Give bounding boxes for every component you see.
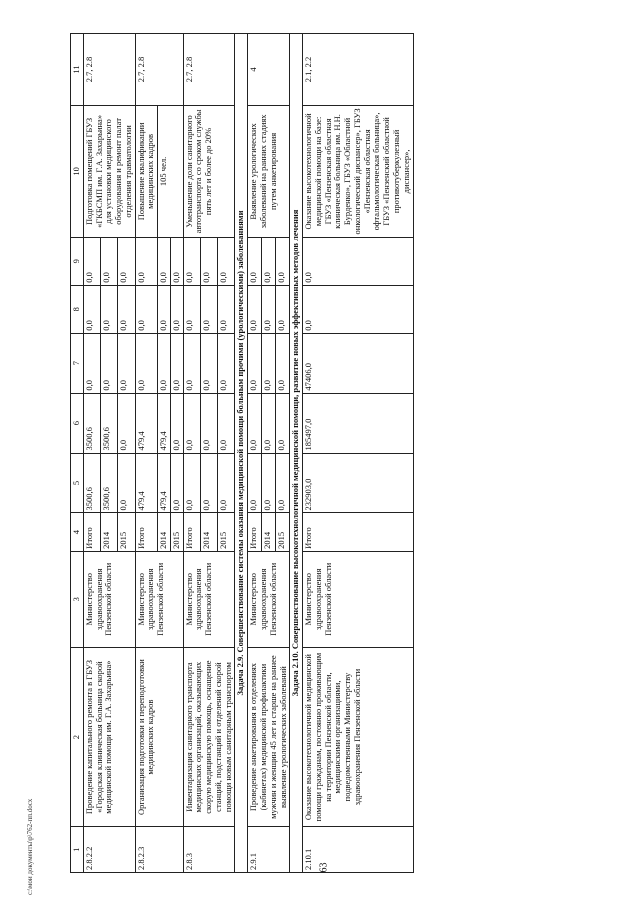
value-cell: 0,0	[101, 237, 118, 285]
value-cell: 479,4	[158, 393, 171, 453]
activity-name: Проведение анкетирования в отделениях (кабинетах) медицинской профилактики мужчин и женщин 45 лет и старше на раннее выявление урологических заболеваний	[248, 647, 290, 827]
value-cell: 0,0	[170, 333, 183, 393]
year-cell: Итого	[248, 513, 262, 551]
header-cell: 3	[71, 551, 84, 647]
task-heading: Задача 2.10. Совершенствование высокотехнологичной медицинской помощи, развитие новых эффективных методов лечения	[290, 34, 303, 873]
value-cell: 479,4	[135, 453, 158, 513]
year-cell: 2015	[276, 513, 290, 551]
value-cell: 0,0	[262, 393, 276, 453]
value-cell: 0,0	[183, 393, 200, 453]
value-cell: 0,0	[101, 333, 118, 393]
indicator-ref: 2.7, 2.8	[183, 34, 235, 106]
year-cell: 2015	[218, 513, 235, 551]
value-cell: 0,0	[118, 453, 135, 513]
value-cell: 0,0	[200, 453, 217, 513]
value-cell: 0,0	[118, 333, 135, 393]
value-cell: 0,0	[276, 393, 290, 453]
value-cell: 0,0	[276, 237, 290, 285]
value-cell: 0,0	[303, 285, 413, 333]
value-cell: 0,0	[248, 453, 262, 513]
value-cell: 0,0	[218, 393, 235, 453]
value-cell: 0,0	[200, 333, 217, 393]
year-cell: 2015	[118, 513, 135, 551]
table-row	[303, 34, 413, 873]
table-row	[83, 34, 100, 873]
value-cell: 0,0	[183, 237, 200, 285]
footer-file-path: c:\мои документы\р\762-пп.docx	[26, 798, 34, 895]
value-cell: 0,0	[118, 237, 135, 285]
task-heading-row	[235, 34, 248, 873]
table-row	[183, 34, 200, 873]
value-cell: 0,0	[158, 237, 171, 285]
executor: Министерство здравоохранения Пензенской области	[135, 551, 183, 647]
value-cell: 0,0	[218, 285, 235, 333]
expected-result: Подготовка помещений ГБУЗ «ГКБСМП им. Г.А. Захарьина» для установки медицинского оборудования и ремонт палат отделения травматологии	[83, 106, 135, 238]
value-cell: 479,4	[135, 393, 158, 453]
header-cell: 6	[71, 393, 84, 453]
expected-result: Выявление урологических заболеваний на ранних стадиях путем анкетирования	[248, 106, 290, 238]
value-cell: 0,0	[262, 285, 276, 333]
header-cell: 8	[71, 285, 84, 333]
header-row	[71, 34, 84, 873]
value-cell: 0,0	[170, 393, 183, 453]
row-code: 2.8.3	[183, 827, 235, 873]
value-cell: 0,0	[118, 393, 135, 453]
expected-result: Повышение квалификации медицинских кадров	[135, 106, 158, 238]
year-cell: Итого	[83, 513, 100, 551]
activity-name: Оказание высокотехнологичной медицинской помощи гражданам, постоянно проживающим на территории Пензенской области, медицинскими организациями, подведомственными Министерству здравоохранения Пензенской области	[303, 647, 413, 827]
value-cell: 0,0	[276, 285, 290, 333]
task-heading-row	[290, 34, 303, 873]
rotated-page-content	[70, 33, 605, 873]
value-cell: 0,0	[183, 453, 200, 513]
executor: Министерство здравоохранения Пензенской области	[248, 551, 290, 647]
row-code: 2.9.1	[248, 827, 290, 873]
year-cell: Итого	[183, 513, 200, 551]
header-cell: 1	[71, 827, 84, 873]
value-cell: 3500,6	[101, 393, 118, 453]
activity-name: Организация подготовки и переподготовки медицинских кадров	[135, 647, 183, 827]
indicator-ref: 2.7, 2.8	[83, 34, 135, 106]
expected-result: Уменьшение доли санитарного автотранспорта со сроком службы пять лет и более до 20%	[183, 106, 235, 238]
value-cell: 232903,0	[303, 453, 413, 513]
table-row	[248, 34, 262, 873]
year-cell: 2014	[101, 513, 118, 551]
year-cell: Итого	[135, 513, 158, 551]
value-cell: 0,0	[158, 333, 171, 393]
year-cell: 2015	[170, 513, 183, 551]
value-cell: 0,0	[218, 237, 235, 285]
value-cell: 0,0	[276, 453, 290, 513]
value-cell: 0,0	[135, 333, 158, 393]
value-cell: 0,0	[218, 453, 235, 513]
value-cell: 0,0	[83, 333, 100, 393]
value-cell: 0,0	[262, 453, 276, 513]
value-cell: 0,0	[248, 393, 262, 453]
header-cell: 11	[71, 34, 84, 106]
value-cell: 0,0	[248, 333, 262, 393]
value-cell: 3500,6	[83, 453, 100, 513]
value-cell: 0,0	[248, 237, 262, 285]
row-code: 2.8.2.3	[135, 827, 183, 873]
year-cell: 2014	[158, 513, 171, 551]
value-cell: 0,0	[170, 285, 183, 333]
activity-name: Инвентаризация санитарного транспорта медицинских организаций, оказывающих скорую медицинскую помощь, оснащение станций, подстанций и отделений скорой помощи новым санитарным транспортом	[183, 647, 235, 827]
indicator-ref: 2.7, 2.8	[135, 34, 183, 106]
indicator-ref: 2.1, 2.2	[303, 34, 413, 106]
header-cell: 10	[71, 106, 84, 238]
value-cell: 0,0	[303, 237, 413, 285]
value-cell: 3500,6	[101, 453, 118, 513]
executor: Министерство здравоохранения Пензенской области	[183, 551, 235, 647]
value-cell: 0,0	[101, 285, 118, 333]
expected-result-count: 105 чел.	[158, 106, 184, 238]
row-code: 2.8.2.2	[83, 827, 135, 873]
year-cell: 2014	[262, 513, 276, 551]
value-cell: 0,0	[83, 285, 100, 333]
value-cell: 0,0	[183, 285, 200, 333]
value-cell: 0,0	[118, 285, 135, 333]
header-cell: 4	[71, 513, 84, 551]
header-cell: 9	[71, 237, 84, 285]
header-cell: 7	[71, 333, 84, 393]
year-cell: 2014	[200, 513, 217, 551]
header-cell: 2	[71, 647, 84, 827]
value-cell: 0,0	[200, 237, 217, 285]
value-cell: 0,0	[262, 237, 276, 285]
expected-result: Оказание высокотехнологичной медицинской помощи на базе: ГБУЗ «Пензенская областная клиническая больница им. Н.Н. Бурденко», ГБУЗ «Областной онкологический диспансер», ГБУЗ «Пензенская областная офтальмологическая больница», ГБУЗ «Пензенский областной противотуберкулезный диспансер»,	[303, 106, 413, 238]
value-cell: 0,0	[170, 453, 183, 513]
year-cell: Итого	[303, 513, 413, 551]
value-cell: 0,0	[200, 285, 217, 333]
value-cell: 185497,0	[303, 393, 413, 453]
value-cell: 0,0	[218, 333, 235, 393]
executor: Министерство здравоохранения Пензенской области	[83, 551, 135, 647]
program-activities-table	[70, 33, 414, 873]
table-row	[135, 34, 158, 873]
activity-name: Проведение капитального ремонта в ГБУЗ «Городская клиническая больница скорой медицинской помощи им. Г.А. Захарьина»	[83, 647, 135, 827]
value-cell: 479,4	[158, 453, 171, 513]
executor: Министерство здравоохранения Пензенской области	[303, 551, 413, 647]
task-heading: Задача 2.9. Совершенствование системы оказания медицинской помощи больным прочими (урологическими) заболеваниями	[235, 34, 248, 873]
value-cell: 47406,0	[303, 333, 413, 393]
row-code: 2.10.1	[303, 827, 413, 873]
value-cell: 0,0	[135, 285, 158, 333]
value-cell: 0,0	[262, 333, 276, 393]
value-cell: 0,0	[135, 237, 158, 285]
value-cell: 0,0	[158, 285, 171, 333]
value-cell: 0,0	[248, 285, 262, 333]
page-number: 63	[318, 862, 330, 873]
value-cell: 0,0	[170, 237, 183, 285]
value-cell: 0,0	[183, 333, 200, 393]
value-cell: 0,0	[200, 393, 217, 453]
value-cell: 0,0	[83, 237, 100, 285]
header-cell: 5	[71, 453, 84, 513]
value-cell: 0,0	[276, 333, 290, 393]
indicator-ref: 4	[248, 34, 290, 106]
value-cell: 3500,6	[83, 393, 100, 453]
